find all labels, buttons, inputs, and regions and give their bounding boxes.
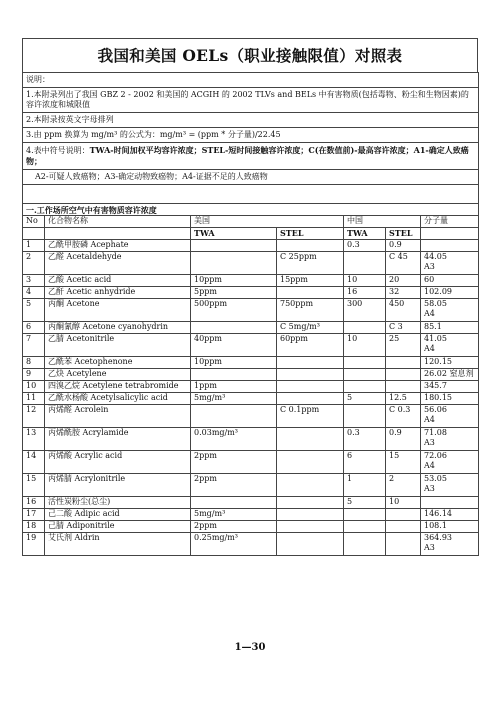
molecular-weight-value: 71.08 <box>424 428 447 437</box>
compound-name: 四溴乙烷 Acetylene tetrabromide <box>45 381 191 393</box>
molecular-weight-value: 146.14 <box>424 509 452 518</box>
header-us-stel: STEL <box>277 228 344 240</box>
table-row <box>23 381 479 393</box>
header-blank-3 <box>421 228 479 240</box>
us-twa: 2ppm <box>191 451 277 474</box>
compound-name: 丙烯酰胺 Acrylamide <box>45 428 191 451</box>
molecular-weight-value: 364.93 <box>424 533 452 542</box>
cn-stel: 0.9 <box>386 428 421 451</box>
blank-row <box>23 185 479 204</box>
us-stel <box>277 357 344 369</box>
molecular-weight <box>421 240 479 252</box>
header-usa: 美国 <box>191 216 344 228</box>
us-stel <box>277 497 344 509</box>
header-china: 中国 <box>344 216 421 228</box>
us-stel <box>277 533 344 556</box>
header-compound: 化合物名称 <box>45 216 191 228</box>
row-no: 2 <box>23 252 45 275</box>
row-no: 14 <box>23 451 45 474</box>
carcinogen-class: A3 <box>424 543 435 552</box>
us-twa <box>191 369 277 381</box>
table-row <box>23 393 479 405</box>
table-row <box>23 275 479 287</box>
cn-stel: 12.5 <box>386 393 421 405</box>
compound-name: 己二酸 Adipic acid <box>45 509 191 521</box>
molecular-weight <box>421 474 479 497</box>
compound-name: 艾氏剂 Aldrin <box>45 533 191 556</box>
table-row <box>23 287 479 299</box>
compound-name: 乙酐 Acetic anhydride <box>45 287 191 299</box>
molecular-weight-value: 56.06 <box>424 405 447 414</box>
us-stel: 750ppm <box>277 299 344 322</box>
note-5: A2-可疑人致癌物；A3-确定动物致癌物；A4-证据不足的人致癌物 <box>23 170 479 185</box>
cn-twa <box>344 322 386 334</box>
cn-twa: 16 <box>344 287 386 299</box>
us-twa: 500ppm <box>191 299 277 322</box>
molecular-weight <box>421 533 479 556</box>
row-no: 18 <box>23 521 45 533</box>
row-no: 8 <box>23 357 45 369</box>
molecular-weight-value: 26.02 窒息剂 <box>424 369 474 378</box>
us-stel <box>277 381 344 393</box>
row-no: 9 <box>23 369 45 381</box>
header-no: No <box>23 216 45 228</box>
us-stel: C 5mg/m³ <box>277 322 344 334</box>
header-blank-1 <box>23 228 45 240</box>
table-row <box>23 369 479 381</box>
carcinogen-class: A4 <box>424 309 435 318</box>
compound-name: 乙腈 Acetonitrile <box>45 334 191 357</box>
molecular-weight-value: 345.7 <box>424 381 447 390</box>
molecular-weight <box>421 509 479 521</box>
header-blank-2 <box>45 228 191 240</box>
us-twa: 2ppm <box>191 521 277 533</box>
cn-twa <box>344 381 386 393</box>
table-row <box>23 451 479 474</box>
us-twa <box>191 497 277 509</box>
molecular-weight-value: 120.15 <box>424 357 452 366</box>
us-twa: 10ppm <box>191 357 277 369</box>
molecular-weight <box>421 451 479 474</box>
us-twa: 0.03mg/m³ <box>191 428 277 451</box>
us-stel: C 0.1ppm <box>277 405 344 428</box>
cn-twa: 0.3 <box>344 240 386 252</box>
carcinogen-class: A3 <box>424 438 435 447</box>
molecular-weight <box>421 334 479 357</box>
compound-name: 丙酮 Acetone <box>45 299 191 322</box>
table-row <box>23 474 479 497</box>
us-stel <box>277 287 344 299</box>
header-cn-stel: STEL <box>386 228 421 240</box>
us-stel <box>277 509 344 521</box>
carcinogen-class: A4 <box>424 344 435 353</box>
cn-twa: 5 <box>344 393 386 405</box>
cn-twa: 300 <box>344 299 386 322</box>
table-row <box>23 334 479 357</box>
compound-name: 乙酰甲胺磷 Acephate <box>45 240 191 252</box>
molecular-weight-value: 102.09 <box>424 287 452 296</box>
cn-twa: 1 <box>344 474 386 497</box>
cn-stel: 20 <box>386 275 421 287</box>
molecular-weight <box>421 369 479 381</box>
table-row <box>23 252 479 275</box>
row-no: 15 <box>23 474 45 497</box>
cn-stel: C 45 <box>386 252 421 275</box>
row-no: 16 <box>23 497 45 509</box>
us-twa <box>191 322 277 334</box>
row-no: 10 <box>23 381 45 393</box>
us-twa: 5ppm <box>191 287 277 299</box>
cn-stel: 2 <box>386 474 421 497</box>
row-no: 19 <box>23 533 45 556</box>
carcinogen-class: A4 <box>424 415 435 424</box>
table-row <box>23 509 479 521</box>
page-number: 1—30 <box>234 642 266 653</box>
table-row <box>23 357 479 369</box>
document-page <box>22 38 478 556</box>
oel-table <box>22 72 479 556</box>
cn-twa <box>344 252 386 275</box>
section-title: 一.工作场所空气中有害物质容许浓度 <box>23 204 479 216</box>
table-row <box>23 299 479 322</box>
cn-stel <box>386 509 421 521</box>
table-row <box>23 322 479 334</box>
molecular-weight <box>421 381 479 393</box>
molecular-weight <box>421 287 479 299</box>
us-stel: 15ppm <box>277 275 344 287</box>
row-no: 1 <box>23 240 45 252</box>
cn-stel: 25 <box>386 334 421 357</box>
molecular-weight <box>421 428 479 451</box>
note-3: 3.由 ppm 换算为 mg/m³ 的公式为：mg/m³ = (ppm * 分子量)/22.45 <box>23 128 479 143</box>
cn-twa <box>344 521 386 533</box>
cn-stel <box>386 357 421 369</box>
compound-name: 乙酸 Acetic acid <box>45 275 191 287</box>
molecular-weight <box>421 299 479 322</box>
molecular-weight <box>421 393 479 405</box>
compound-name: 乙炔 Acetylene <box>45 369 191 381</box>
us-twa: 5mg/m³ <box>191 509 277 521</box>
table-row <box>23 428 479 451</box>
header-cn-twa: TWA <box>344 228 386 240</box>
cn-twa: 5 <box>344 497 386 509</box>
table-row <box>23 521 479 533</box>
table-row <box>23 497 479 509</box>
compound-name: 乙醛 Acetaldehyde <box>45 252 191 275</box>
cn-stel: C 0.3 <box>386 405 421 428</box>
cn-stel: 32 <box>386 287 421 299</box>
compound-name: 乙酰苯 Acetophenone <box>45 357 191 369</box>
row-no: 6 <box>23 322 45 334</box>
table-row <box>23 240 479 252</box>
molecular-weight <box>421 275 479 287</box>
cn-stel <box>386 521 421 533</box>
note-4: 4.表中符号说明：TWA-时间加权平均容许浓度；STEL-短时间接触容许浓度；C(在数值前)-最高容许浓度；A1-确定人致癌物； <box>23 143 479 170</box>
compound-name: 活性炭粉尘(总尘) <box>45 497 191 509</box>
cn-twa <box>344 405 386 428</box>
molecular-weight-value: 60 <box>424 275 435 284</box>
row-no: 3 <box>23 275 45 287</box>
compound-name: 乙酰水杨酸 Acetylsalicylic acid <box>45 393 191 405</box>
row-no: 4 <box>23 287 45 299</box>
row-no: 5 <box>23 299 45 322</box>
cn-stel: 450 <box>386 299 421 322</box>
row-no: 13 <box>23 428 45 451</box>
us-stel: 60ppm <box>277 334 344 357</box>
row-no: 17 <box>23 509 45 521</box>
cn-twa <box>344 369 386 381</box>
us-twa <box>191 240 277 252</box>
us-twa: 5mg/m³ <box>191 393 277 405</box>
note-2: 2.本附录按英文字母排列 <box>23 113 479 128</box>
molecular-weight-value: 85.1 <box>424 322 442 331</box>
molecular-weight <box>421 357 479 369</box>
molecular-weight <box>421 521 479 533</box>
molecular-weight-value: 72.06 <box>424 451 447 460</box>
us-stel <box>277 428 344 451</box>
carcinogen-class: A3 <box>424 484 435 493</box>
cn-twa <box>344 357 386 369</box>
us-stel <box>277 474 344 497</box>
us-twa <box>191 405 277 428</box>
cn-twa <box>344 533 386 556</box>
us-twa: 40ppm <box>191 334 277 357</box>
table-row <box>23 533 479 556</box>
us-stel <box>277 521 344 533</box>
us-twa: 2ppm <box>191 474 277 497</box>
compound-name: 己腈 Adiponitrile <box>45 521 191 533</box>
molecular-weight-value: 180.15 <box>424 393 452 402</box>
cn-stel <box>386 369 421 381</box>
header-us-twa: TWA <box>191 228 277 240</box>
cn-stel: 15 <box>386 451 421 474</box>
cn-twa: 10 <box>344 275 386 287</box>
molecular-weight-value: 58.05 <box>424 299 447 308</box>
us-twa <box>191 252 277 275</box>
us-stel <box>277 369 344 381</box>
cn-twa: 0.3 <box>344 428 386 451</box>
us-stel: C 25ppm <box>277 252 344 275</box>
note-1: 1.本附录列出了我国 GBZ 2 - 2002 和美国的 ACGIH 的 2002 TLVs and BELs 中有害物质(包括毒物、粉尘和生物因素)的容许浓度和城限值 <box>23 88 479 113</box>
cn-stel <box>386 381 421 393</box>
page-title: 我国和美国 OELs（职业接触限值）对照表 <box>22 38 478 72</box>
molecular-weight <box>421 252 479 275</box>
molecular-weight <box>421 405 479 428</box>
molecular-weight <box>421 322 479 334</box>
us-stel <box>277 240 344 252</box>
us-stel <box>277 451 344 474</box>
row-no: 12 <box>23 405 45 428</box>
compound-name: 丙烯腈 Acrylonitrile <box>45 474 191 497</box>
us-twa: 10ppm <box>191 275 277 287</box>
header-mw: 分子量 <box>421 216 479 228</box>
row-no: 11 <box>23 393 45 405</box>
cn-stel: 0.9 <box>386 240 421 252</box>
cn-twa <box>344 509 386 521</box>
cn-twa: 10 <box>344 334 386 357</box>
molecular-weight <box>421 497 479 509</box>
row-no: 7 <box>23 334 45 357</box>
carcinogen-class: A4 <box>424 461 435 470</box>
cn-twa: 6 <box>344 451 386 474</box>
molecular-weight-value: 44.05 <box>424 252 447 261</box>
carcinogen-class: A3 <box>424 262 435 271</box>
compound-name: 丙烯醛 Acrolein <box>45 405 191 428</box>
table-row <box>23 405 479 428</box>
us-stel <box>277 393 344 405</box>
molecular-weight-value: 53.05 <box>424 474 447 483</box>
compound-name: 丙酮氰醇 Acetone cyanohydrin <box>45 322 191 334</box>
table-body <box>23 240 479 556</box>
compound-name: 丙烯酸 Acrylic acid <box>45 451 191 474</box>
cn-stel <box>386 533 421 556</box>
us-twa: 1ppm <box>191 381 277 393</box>
molecular-weight-value: 108.1 <box>424 521 447 530</box>
cn-stel: C 3 <box>386 322 421 334</box>
us-twa: 0.25mg/m³ <box>191 533 277 556</box>
molecular-weight-value: 41.05 <box>424 334 447 343</box>
cn-stel: 10 <box>386 497 421 509</box>
notes-heading: 说明： <box>23 73 479 88</box>
